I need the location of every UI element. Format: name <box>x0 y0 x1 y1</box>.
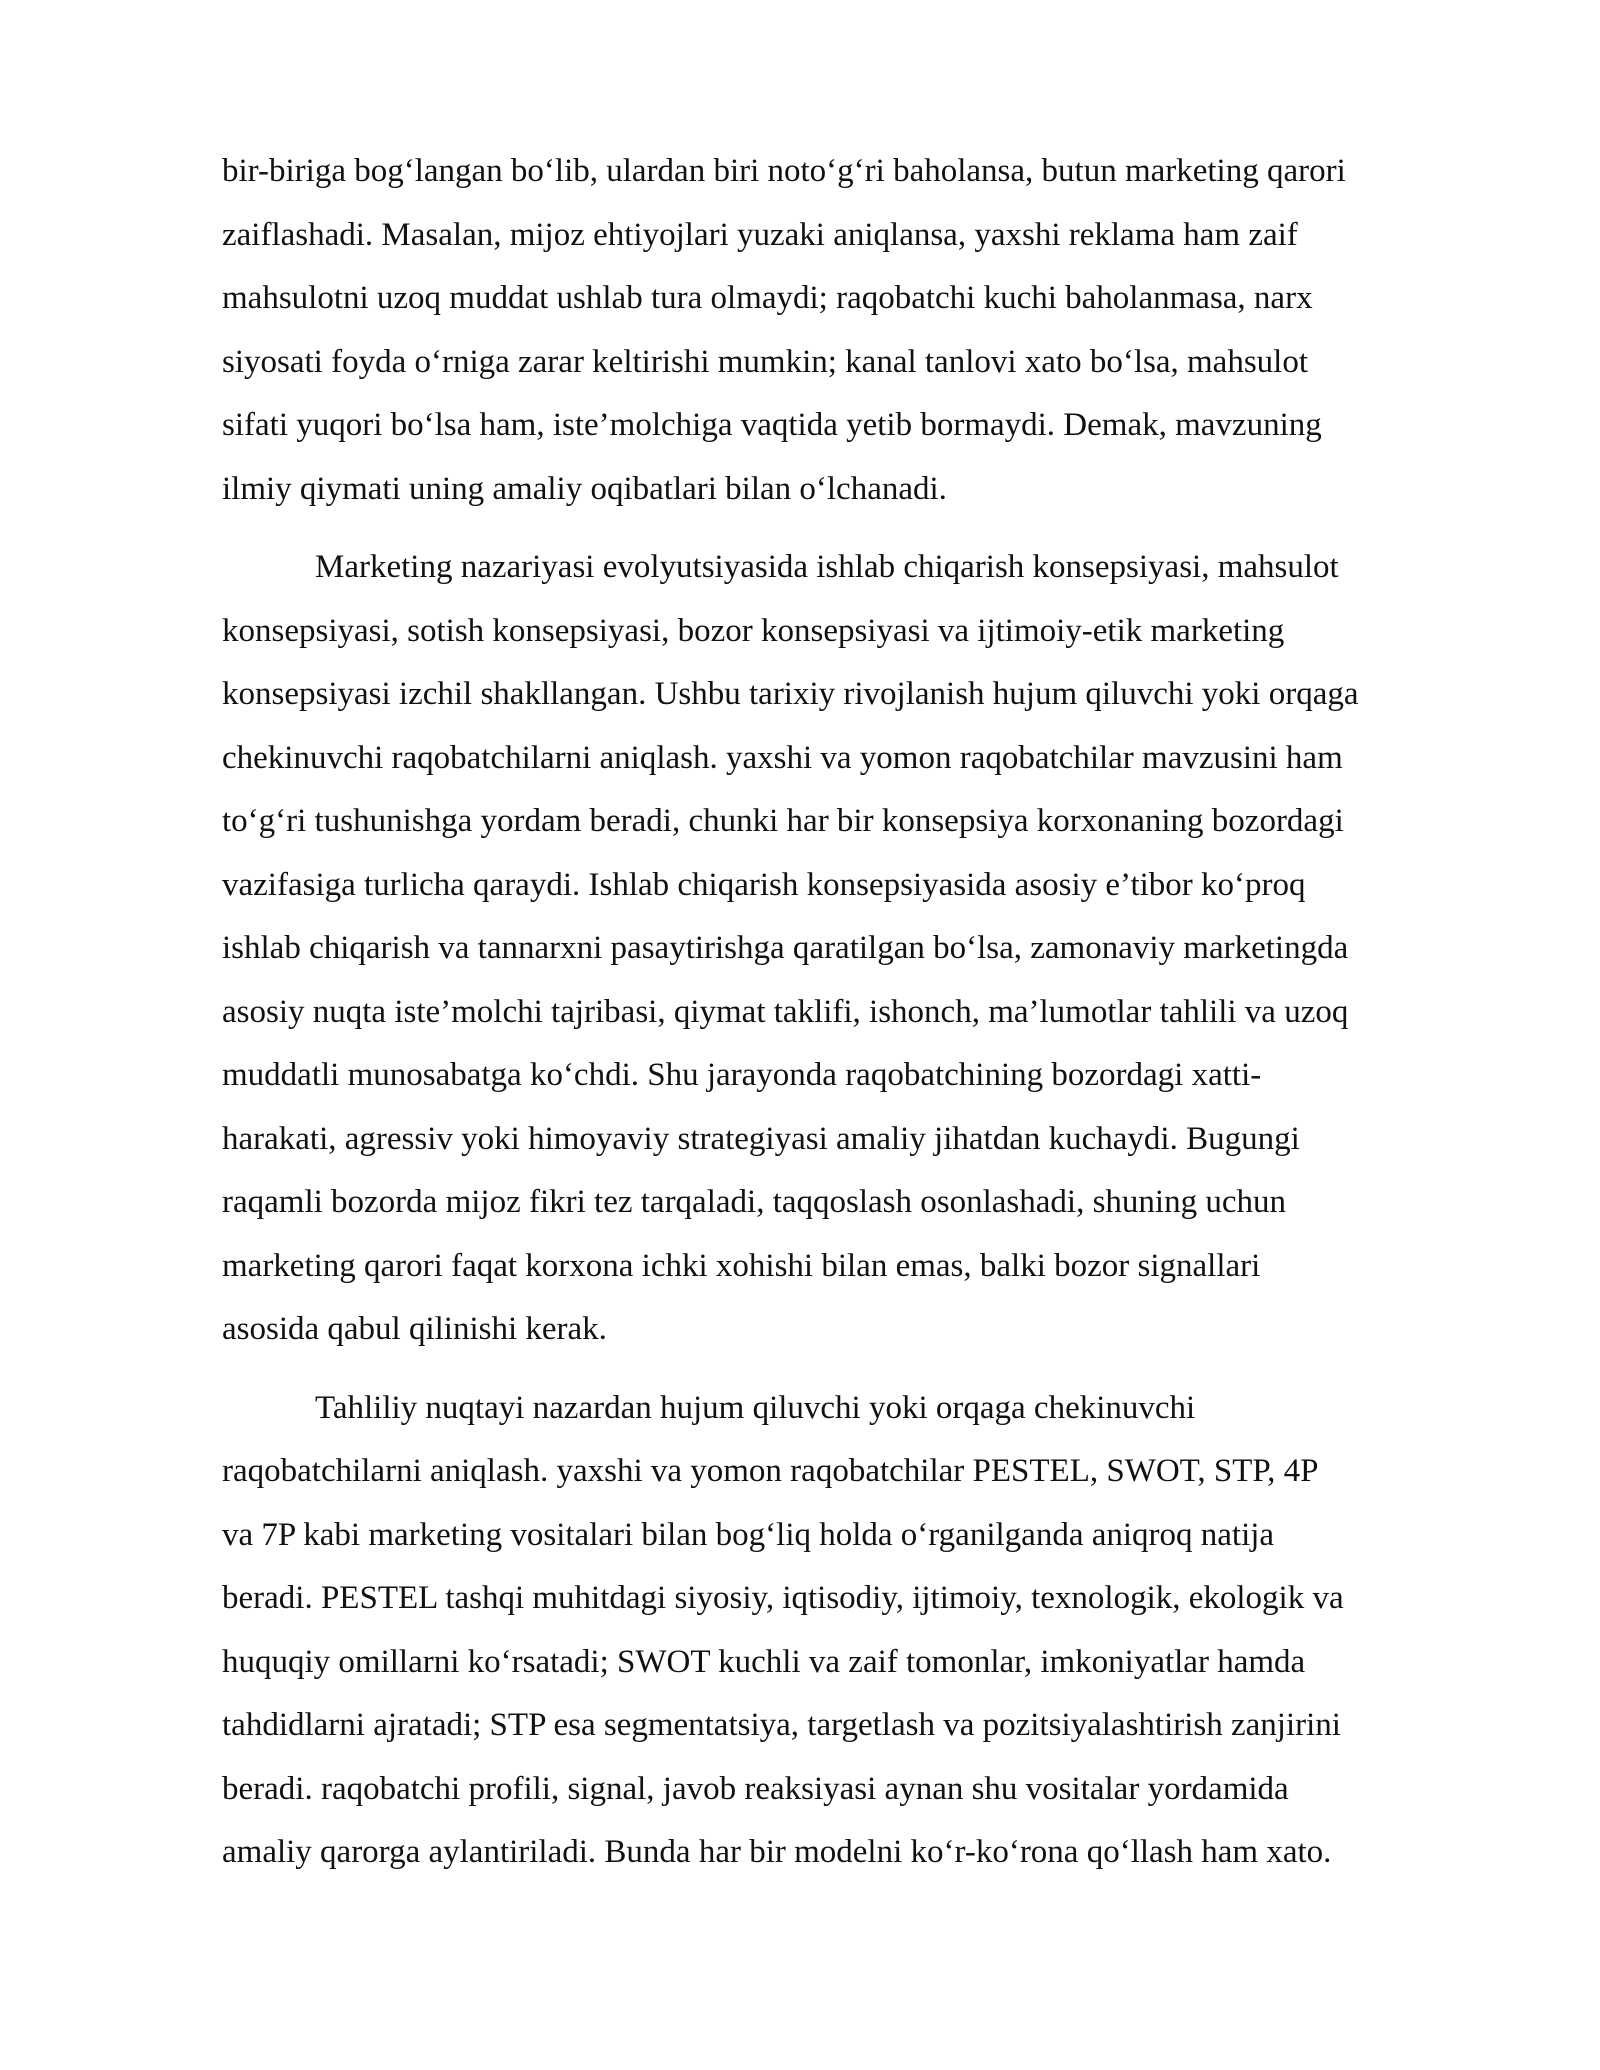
paragraph-line: ishlab chiqarish va tannarxni pasaytirishga qaratilgan bo‘lsa, zamonaviy marketingda <box>222 930 1349 966</box>
paragraph-line: vazifasiga turlicha qaraydi. Ishlab chiqarish konsepsiyasida asosiy e’tibor ko‘proq <box>222 866 1306 903</box>
paragraph-line: konsepsiyasi izchil shakllangan. Ushbu tarixiy rivojlanish hujum qiluvchi yoki orqaga <box>222 676 1359 712</box>
paragraph-line: mahsulotni uzoq muddat ushlab tura olmaydi; raqobatchi kuchi baholanmasa, narx <box>222 280 1313 316</box>
paragraph-line: harakati, agressiv yoki himoyaviy strategiyasi amaliy jihatdan kuchaydi. Bugungi <box>222 1120 1300 1157</box>
paragraph-line: muddatli munosabatga ko‘chdi. Shu jarayonda raqobatchining bozordagi xatti- <box>222 1057 1262 1093</box>
paragraph-line: siyosati foyda o‘rniga zarar keltirishi mumkin; kanal tanlovi xato bo‘lsa, mahsulot <box>222 343 1309 380</box>
paragraph-line: sifati yuqori bo‘lsa ham, iste’molchiga vaqtida yetib bormaydi. Demak, mavzuning <box>222 407 1322 443</box>
paragraph-line: beradi. PESTEL tashqi muhitdagi siyosiy, iqtisodiy, ijtimoiy, texnologik, ekologik va <box>222 1580 1344 1616</box>
paragraph-line: huquqiy omillarni ko‘rsatadi; SWOT kuchli va zaif tomonlar, imkoniyatlar hamda <box>222 1643 1306 1680</box>
paragraph-line: marketing qarori faqat korxona ichki xohishi bilan emas, balki bozor signallari <box>222 1247 1261 1284</box>
paragraph-line: konsepsiyasi, sotish konsepsiyasi, bozor konsepsiyasi va ijtimoiy-etik marketing <box>222 612 1285 649</box>
paragraph-line: amaliy qarorga aylantiriladi. Bunda har bir modelni ko‘r-ko‘rona qo‘llash ham xato. <box>222 1834 1332 1870</box>
paragraph-line: asosiy nuqta iste’molchi tajribasi, qiymat taklifi, ishonch, ma’lumotlar tahlili va uzoq <box>222 993 1349 1030</box>
paragraph-3 <box>222 1377 1482 1885</box>
paragraph-2 <box>222 536 1482 1362</box>
document-body <box>222 140 1482 1900</box>
paragraph-line: Marketing nazariyasi evolyutsiyasida ishlab chiqarish konsepsiyasi, mahsulot <box>315 549 1339 585</box>
paragraph-line: beradi. raqobatchi profili, signal, javob reaksiyasi aynan shu vositalar yordamida <box>222 1770 1289 1807</box>
paragraph-line: to‘g‘ri tushunishga yordam beradi, chunki har bir konsepsiya korxonaning bozordagi <box>222 803 1344 839</box>
paragraph-line: tahdidlarni ajratadi; STP esa segmentatsiya, targetlash va pozitsiyalashtirish zanjirini <box>222 1707 1341 1743</box>
paragraph-line: ilmiy qiymati uning amaliy oqibatlari bilan o‘lchanadi. <box>222 470 947 507</box>
paragraph-line: zaiflashadi. Masalan, mijoz ehtiyojlari yuzaki aniqlansa, yaxshi reklama ham zaif <box>222 216 1298 253</box>
paragraph-line: asosida qabul qilinishi kerak. <box>222 1311 607 1347</box>
paragraph-line: chekinuvchi raqobatchilarni aniqlash. yaxshi va yomon raqobatchilar mavzusini ham <box>222 739 1343 776</box>
paragraph-line: va 7P kabi marketing vositalari bilan bog‘liq holda o‘rganilganda aniqroq natija <box>222 1516 1275 1553</box>
paragraph-line: raqamli bozorda mijoz fikri tez tarqaladi, taqqoslash osonlashadi, shuning uchun <box>222 1184 1286 1220</box>
paragraph-line: bir-biriga bog‘langan bo‘lib, ulardan biri noto‘g‘ri baholansa, butun marketing qarori <box>222 153 1346 189</box>
paragraph-line: raqobatchilarni aniqlash. yaxshi va yomon raqobatchilar PESTEL, SWOT, STP, 4P <box>222 1453 1319 1489</box>
paragraph-line: Tahliliy nuqtayi nazardan hujum qiluvchi yoki orqaga chekinuvchi <box>315 1389 1196 1426</box>
paragraph-1 <box>222 140 1482 521</box>
